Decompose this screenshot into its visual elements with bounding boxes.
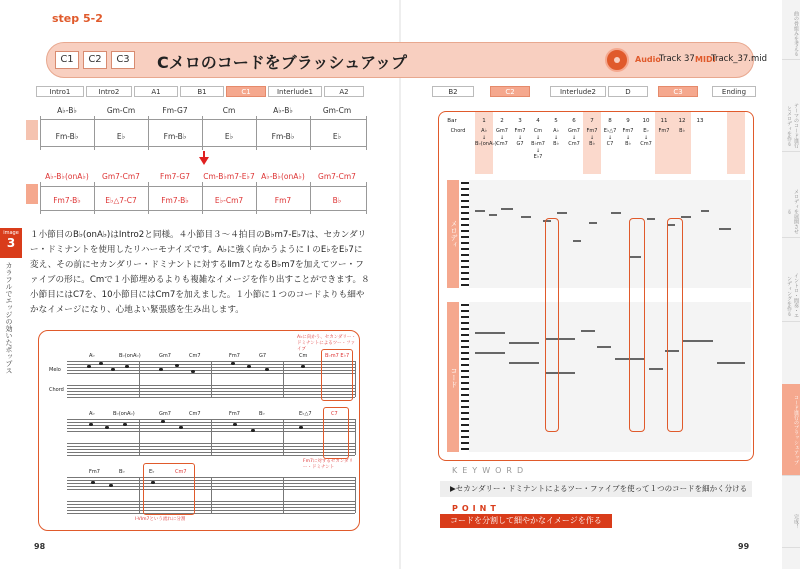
chord-roll-label: コード [447,302,459,452]
section-ending: Ending [712,86,756,97]
page-title: Cメロのコードをブラッシュアップ [157,53,407,72]
section-b1: B1 [180,86,224,97]
section-b2: B2 [432,86,474,97]
tab-chapter-1: 曲の骨組みを考える [782,8,800,60]
chord-header-label: Chord [450,128,466,134]
chapter-vertical-title: カラフルでエッジの効いたポップス [5,262,13,374]
bar-header-label: Bar [447,118,457,124]
melody-roll-label: メロディ [447,180,459,288]
keyword-text: ▶セカンダリー・ドミナントによるツー・ファイブを使って１つのコードを細かく分ける [440,481,752,497]
chords-after-top: A♭-B♭(onA♭) Gm7-Cm7 Fm7-G7 Cm-B♭m7-E♭7 A♭-B♭(onA♭) Gm7-Cm7 [45,172,356,181]
circle-bbm7-eb7 [321,349,353,401]
anno-split: I-VIm7という流れに分割 [135,517,186,522]
midi-label: MIDI [695,55,716,64]
chapter-index-tabs [782,0,800,569]
title-bar [46,42,768,78]
before-tag [26,120,38,140]
tab-chapter-5: コード進行のブラッシュアップ [782,384,800,476]
section-a1: A1 [134,86,178,97]
chords-before-top: A♭-B♭ Gm-Cm Fm-G7 Cm A♭-B♭ Gm-Cm [57,106,352,115]
anno-two-five: A♭に向かう、セカンダリー・ドミナントによるツー・ファイブ [297,335,357,352]
chords-after-bottom: Fm7-B♭ E♭△7-C7 Fm7-B♭ E♭-Cm7 Fm7 B♭ [53,196,342,205]
keyword-title: KEYWORD [452,466,529,475]
highlight-bar8 [629,218,645,432]
circle-c7 [323,407,349,459]
chord-roll [461,302,751,452]
point-title: POINT [452,504,500,513]
section-a2: A2 [324,86,364,97]
score-chord-label: Chord [49,387,64,393]
anno-secondary-dominant: Fm7に対するセカンダリー・ドミナント [303,459,354,470]
highlight-bar4 [545,218,559,432]
tab-chapter-3: メロディを展開させる [782,186,800,238]
section-c1: C1 [226,86,266,97]
chords-before-bottom: Fm-B♭ E♭ Fm-B♭ E♭ Fm-B♭ E♭ [55,132,342,141]
midi-track: Track_37.mid [711,54,768,64]
tab-chapter-6: 完成！ [782,496,800,548]
section-box-c1: C1 [55,51,79,69]
section-intro1: Intro1 [36,86,84,97]
section-c3: C3 [658,86,698,97]
after-tag [26,184,38,204]
audio-track: Track 37 [659,54,695,64]
melody-roll [461,180,751,288]
section-box-c3: C3 [111,51,135,69]
section-box-c2: C2 [83,51,107,69]
point-text: コードを分割して細やかなイメージを作る [440,514,612,528]
cd-icon [605,48,629,72]
score-melo-label: Melo [49,367,61,373]
section-d: D [608,86,648,97]
section-c2: C2 [490,86,530,97]
change-arrow [199,157,209,165]
audio-label: Audio [635,55,661,64]
chord-comparison [26,106,366,216]
bar-numbers: 1 2 3 4 5 6 7 8 9 10 11 12 13 [482,118,704,124]
highlight-bar10 [667,218,683,432]
section-interlude1: Interlude1 [268,86,322,97]
page-number-left: 98 [34,542,46,551]
circle-cm7 [143,463,195,515]
section-interlude2: Interlude2 [550,86,606,97]
tab-chapter-2: テーマのコード進行とメロディを作る [782,100,800,152]
spread-gutter [399,0,401,569]
page-number-right: 99 [738,542,750,551]
tab-chapter-4: イントロ・間奏・エンディングを作る [782,270,800,322]
step-title: step 5-2 [52,12,103,25]
piano-roll-grid: Bar 1 2 3 4 5 6 7 8 9 10 11 12 13 Chord A♭ ↓ B♭(onA♭) Gm7 ↓ Cm7 Fm7 ↓ G7 Cm ↓ B♭m7 ↓ E♭7 A♭ ↓ B♭ Gm7 ↓ Cm7 Fm7 ↓ B♭ E♭△7 ↓ C7 Fm7 ↓ B♭ E♭ ↓ Cm7 Fm7 B♭ メロディ コード [438,111,754,461]
chapter-tab: image 3 [0,228,22,258]
score-excerpt: Melo Chord A♭ B♭(onA♭) Gm7 Cm7 Fm7 G7 Cm B♭m7 E♭7 A♭ B♭(onA♭) Gm7 Cm7 Fm7 B♭ E♭△7 C7 Fm7 B♭ E♭ Cm7 A♭に向かう、セカンダリー・ドミナントによるツー・ファイブ Fm7に対するセカンダリー・ドミナント I-VIm7という流れに分割 [38,330,360,531]
body-text: １小節目のB♭(onA♭)はIntro2と同様。４小節目３～４拍目のB♭m7-E♭7は、セカンダリー・ドミナントを使用したリハーモナイズです。A♭に強く向かうように I のE♭をE♭7に変え、その前にセカンダリー・ドミナントに対するⅡm7となるB♭m7を加えてツー・ファイブの形に。Cmで１小節埋めるよりも複雑なイメージを作り出すことができます。８小節目にはC7を、10小節目にはCm7を加えました。１小節に１つのコードよりも細やかなイメージになり、心地よい緊張感を生み出します。 [30,230,370,315]
section-intro2: Intro2 [86,86,132,97]
